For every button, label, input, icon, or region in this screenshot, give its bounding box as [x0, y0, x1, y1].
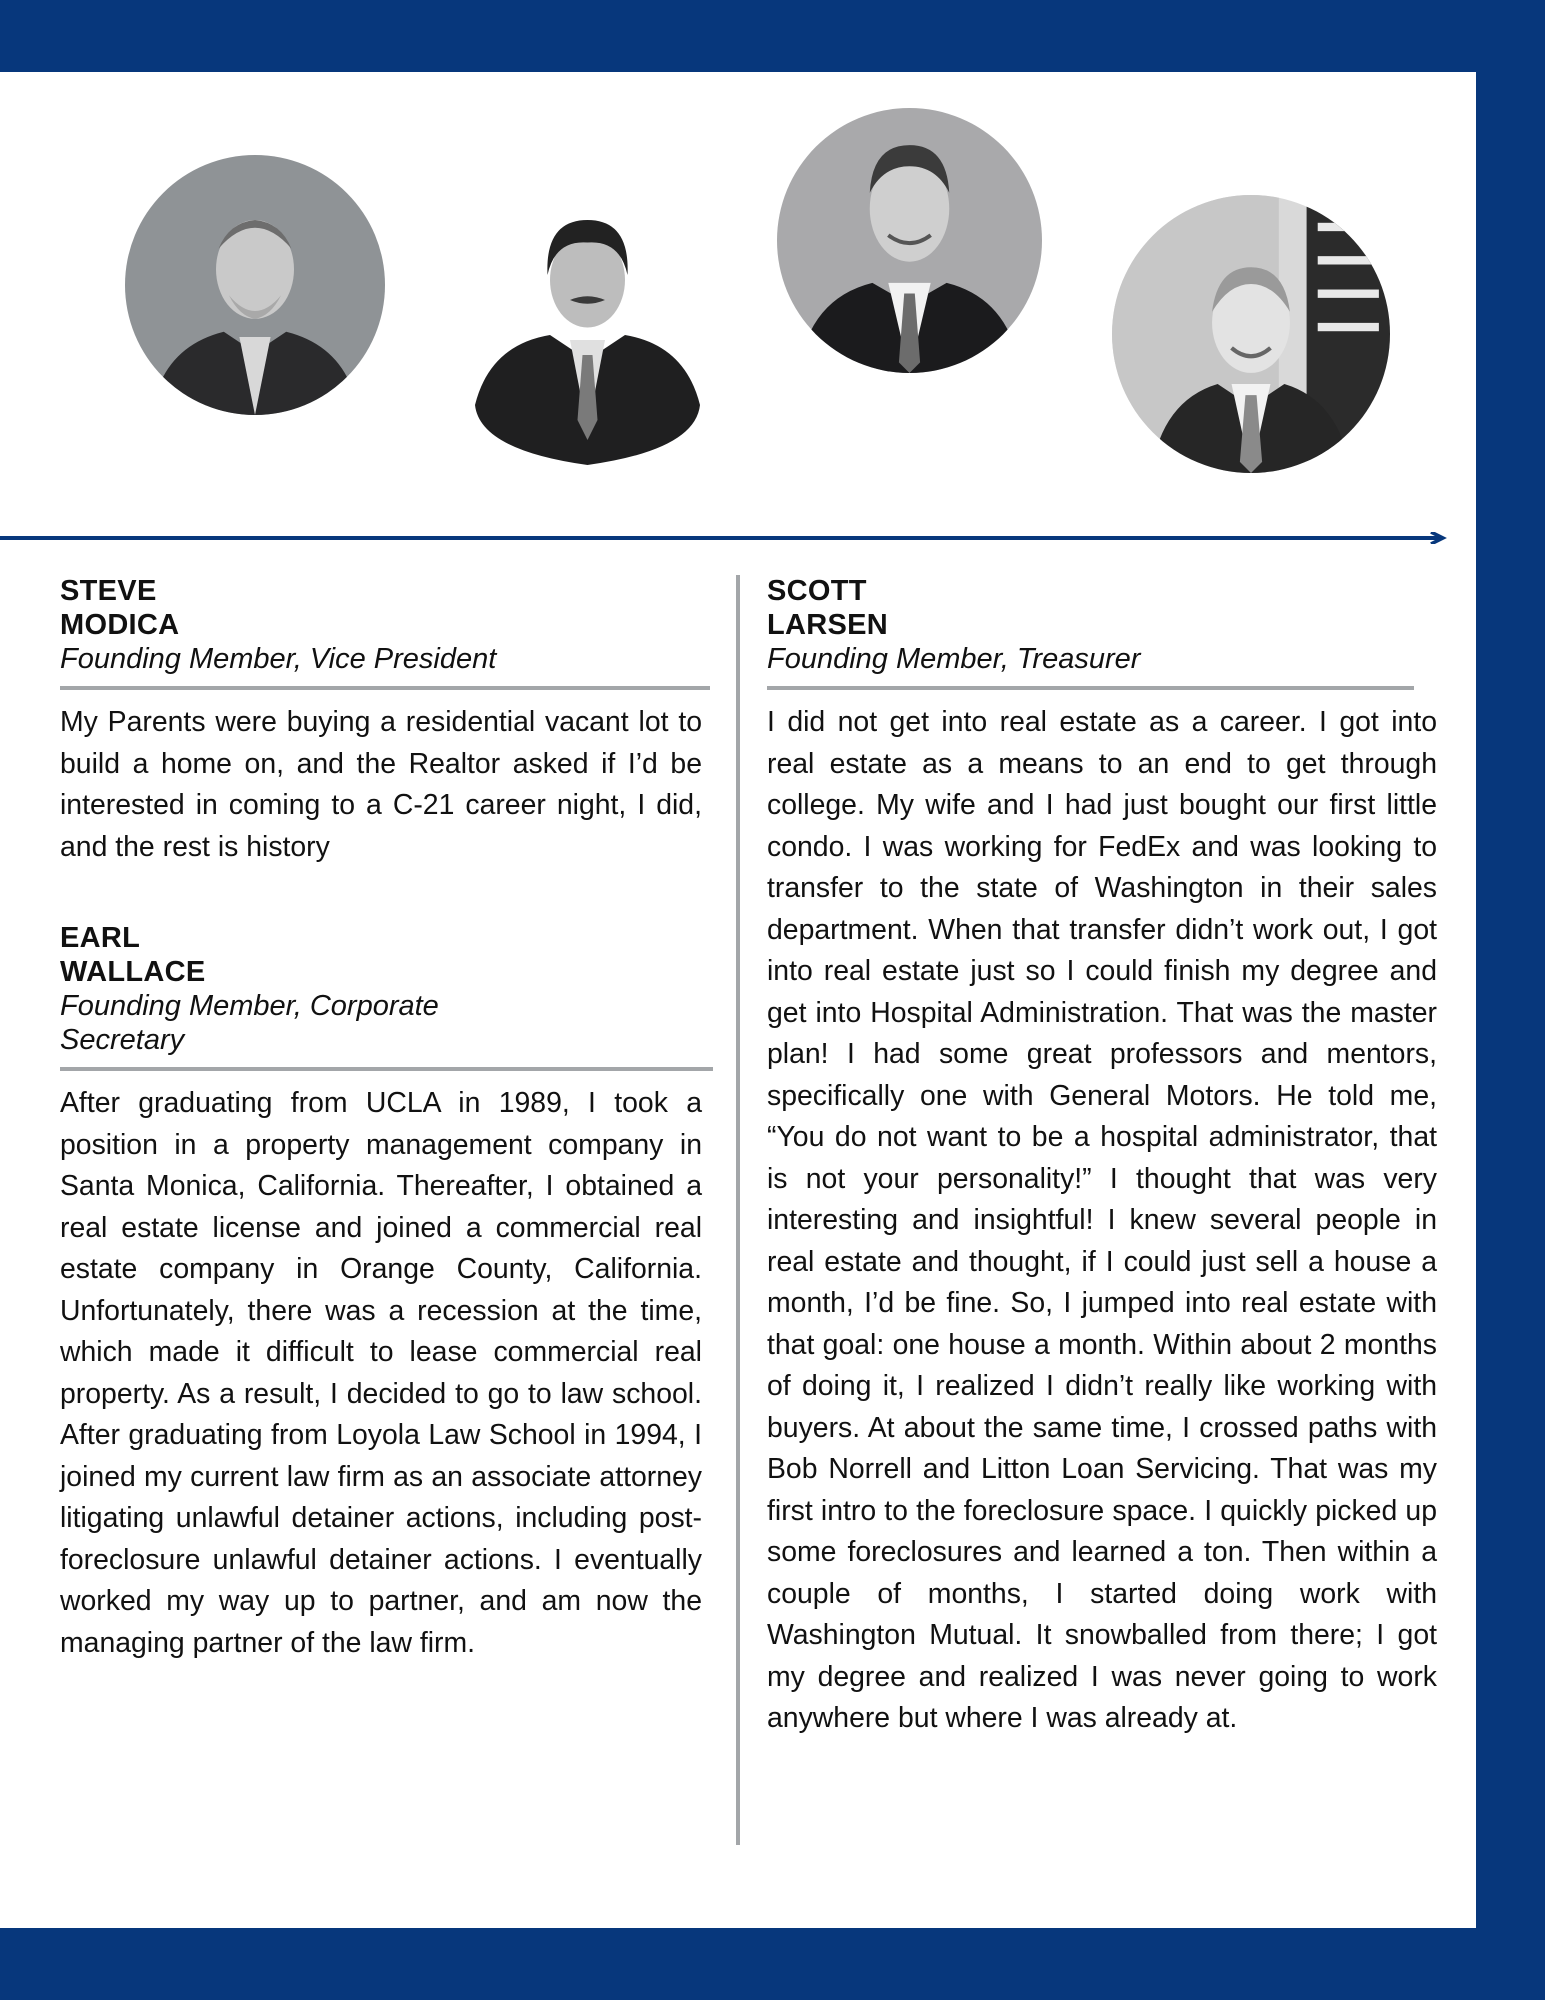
- member-bio: My Parents were buying a residential vacant lot to build a home on, and the Realtor asked if I’d be interested in coming to a C-21 career night, I did, and the rest is history: [60, 706, 702, 863]
- member-role: Founding Member, Corporate Secretary: [60, 990, 439, 1056]
- section-rule: [60, 686, 710, 690]
- portrait-icon: [125, 155, 385, 415]
- member-profile-scott: [767, 574, 1437, 1740]
- section-rule: [767, 686, 1414, 690]
- member-name: SCOTT LARSEN: [767, 575, 889, 641]
- portrait-icon: [1112, 195, 1390, 473]
- section-rule: [60, 1067, 713, 1071]
- member-name: EARL WALLACE: [60, 922, 206, 988]
- portrait-icon: [470, 205, 705, 465]
- member-profile-steve: [60, 574, 702, 868]
- member-role: Founding Member, Treasurer: [767, 643, 1141, 675]
- bottom-frame-bar: [0, 1928, 1545, 2000]
- member-bio: After graduating from UCLA in 1989, I took a position in a property management company in Santa Monica, California. Thereafter, I obtained a real estate license and joined a commercial real estate company in Orange County, California. Unfortunately, there was a recession at the time, which made it difficult to lease commercial real property. As a result, I decided to go to law school. After graduating from Loyola Law School in 1994, I joined my current law firm as an associate attorney litigating unlawful detainer actions, including post-foreclosure unlawful detainer actions. I eventually worked my way up to partner, and am now the managing partner of the law firm.: [60, 1087, 702, 1659]
- top-frame-bar: [0, 0, 1545, 72]
- member-role: Founding Member, Vice President: [60, 643, 497, 675]
- member-name: STEVE MODICA: [60, 575, 180, 641]
- member-bio: I did not get into real estate as a career. I got into real estate as a means to an end to get through college. My wife and I had just bought our first little condo. I was working for FedEx and was looking to transfer to the state of Washington in their sales department. When that transfer didn’t work out, I got into real estate just so I could finish my degree and get into Hospital Administration. That was the master plan! I had some great professors and mentors, specifically one with General Motors. He told me, “You do not want to be a hospital administrator, that is not your personality!” I thought that was very interesting and insightful! I knew several people in real estate and thought, if I could just sell a house a month, I’d be fine. So, I jumped into real estate with that goal: one house a month. Within about 2 months of doing it, I realized I didn’t really like working with buyers. At about the same time, I crossed paths with Bob Norrell and Litton Loan Servicing. That was my first intro to the foreclosure space. I quickly picked up some foreclosures and learned a ton. Then within a couple of months, I started doing work with Washington Mutual. It snowballed from there; I got my degree and realized I was never going to work anywhere but where I was already at.: [767, 706, 1437, 1734]
- portrait-photo-4: [1112, 195, 1390, 473]
- column-divider: [736, 575, 740, 1845]
- portrait-photo-3: [777, 108, 1042, 373]
- portrait-photo-1: [125, 155, 385, 415]
- portrait-icon: [777, 108, 1042, 373]
- member-profile-earl: [60, 921, 702, 1664]
- right-frame-bar: [1476, 0, 1545, 2000]
- portrait-photo-2: [470, 205, 705, 465]
- timeline-arrow: [0, 532, 1450, 544]
